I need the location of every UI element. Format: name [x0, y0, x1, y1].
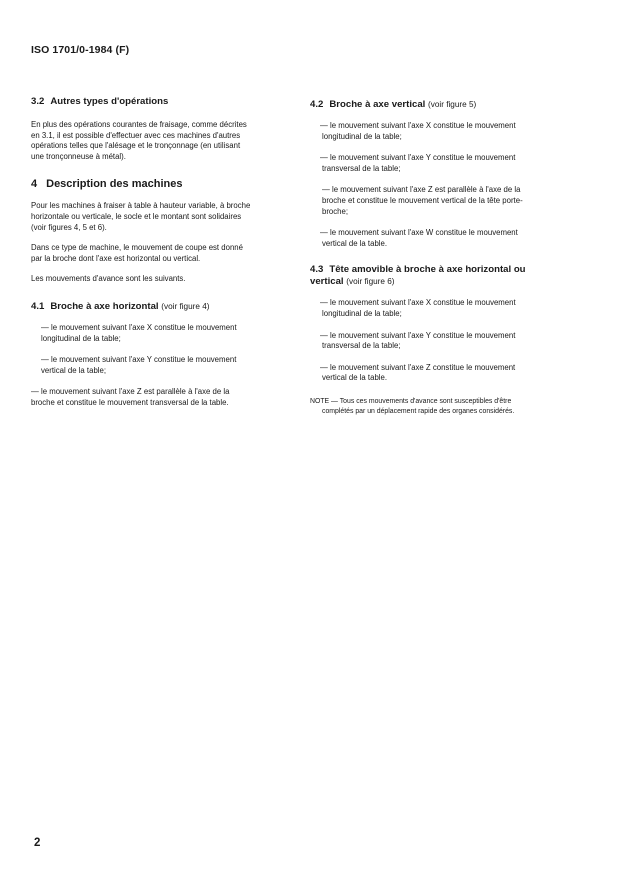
list-item: [310, 185, 566, 217]
figure-reference: (voir figure 5): [428, 100, 477, 109]
figure-reference: (voir figure 4): [161, 301, 210, 311]
section-title: Autres types d'opérations: [50, 96, 169, 107]
section-number: 4.2: [310, 99, 324, 110]
paragraph-line: horizontale ou verticale, le socle et le montant sont solidaires: [31, 211, 242, 221]
list-item: [310, 228, 566, 249]
list-item-line: broche et constitue le mouvement transversal de la table.: [31, 397, 229, 407]
section-4: [31, 177, 287, 285]
section-number: 4: [31, 178, 38, 191]
paragraph-line: (voir figures 4, 5 et 6).: [31, 222, 107, 232]
section-number: 3.2: [31, 96, 45, 107]
paragraph-line: en 3.1, il est possible d'effectuer avec ces machines d'autres: [31, 130, 241, 140]
list-item-line: vertical de la table.: [322, 373, 388, 383]
section-number: 4.1: [31, 300, 45, 312]
list-item-line: — le mouvement suivant l'axe Y constitue le mouvement: [320, 330, 516, 340]
paragraph-line: Pour les machines à fraiser à table à hauteur variable, à broche: [31, 201, 251, 211]
list-item: [310, 331, 566, 352]
list-item-line: longitudinal de la table;: [322, 308, 402, 318]
list-item-line: — le mouvement suivant l'axe Z est parallèle à l'axe de la: [31, 387, 230, 397]
list-item-line: broche;: [322, 206, 349, 216]
section-4-3-heading: [310, 264, 566, 288]
page-number: 2: [34, 837, 41, 849]
list-item: [310, 298, 566, 319]
list-item-line: longitudinal de la table;: [41, 333, 121, 343]
paragraph-line: Les mouvements d'avance sont les suivants.: [31, 274, 186, 284]
section-4-2-heading: [310, 99, 566, 111]
list-item-line: longitudinal de la table;: [322, 131, 402, 141]
section-3-2-heading: [31, 96, 287, 108]
list-item-line: transversal de la table;: [322, 341, 401, 351]
list-item-line: vertical de la table;: [41, 365, 107, 375]
list-item-line: broche et constitue le mouvement vertical de la tête porte-: [322, 195, 523, 205]
paragraph-line: Dans ce type de machine, le mouvement de coupe est donné: [31, 243, 243, 253]
list-item-line: — le mouvement suivant l'axe Y constitue le mouvement: [41, 355, 237, 365]
section-4-3: [310, 264, 566, 384]
list-item-line: — le mouvement suivant l'axe X constitue le mouvement: [320, 121, 516, 130]
section-4-2: [310, 99, 566, 249]
list-item: [31, 387, 287, 408]
list-item: [310, 121, 566, 142]
list-item-line: — le mouvement suivant l'axe X constitue le mouvement: [320, 298, 516, 308]
section-4-1-heading: [31, 301, 287, 313]
right-column: [310, 99, 566, 416]
list-item-line: — le mouvement suivant l'axe W constitue le mouvement: [320, 228, 518, 238]
left-column: [31, 96, 287, 409]
note-line: NOTE — Tous ces mouvements d'avance sont susceptibles d'être: [310, 397, 512, 405]
list-item: [31, 355, 287, 376]
note-line: complétés par un déplacement rapide des organes considérés.: [322, 407, 515, 415]
paragraph-line: opérations telles que l'alésage et le tronçonnage (en utilisant: [31, 141, 241, 151]
figure-reference: (voir figure 6): [346, 277, 395, 287]
section-title-continued: vertical: [310, 276, 344, 288]
section-title: Tête amovible à broche à axe horizontal ou: [329, 264, 526, 276]
list-item: [310, 363, 566, 384]
paragraph-line: une tronçonneuse à métal).: [31, 151, 126, 161]
section-4-heading: [31, 177, 287, 191]
section-3-2: [31, 96, 287, 162]
note: [310, 397, 566, 416]
list-item: [31, 323, 287, 344]
list-item-line: vertical de la table.: [322, 238, 388, 248]
list-item-line: transversal de la table;: [322, 163, 401, 173]
list-item-line: — le mouvement suivant l'axe Y constitue le mouvement: [320, 153, 516, 163]
paragraph-line: par la broche dont l'axe est horizontal ou vertical.: [31, 253, 201, 263]
list-item-line: — le mouvement suivant l'axe X constitue le mouvement: [41, 322, 237, 332]
list-item-line: — le mouvement suivant l'axe Z constitue le mouvement: [320, 362, 516, 372]
section-title: Broche à axe horizontal: [50, 300, 159, 312]
standard-header: ISO 1701/0-1984 (F): [31, 44, 130, 56]
list-item: [310, 153, 566, 174]
paragraph-line: En plus des opérations courantes de fraisage, comme décrites: [31, 120, 247, 129]
section-4-1: [31, 301, 287, 409]
section-title: Broche à axe vertical: [329, 99, 426, 110]
section-number: 4.3: [310, 264, 324, 276]
section-title: Description des machines: [46, 178, 183, 191]
list-item-line: — le mouvement suivant l'axe Z est parallèle à l'axe de la: [322, 185, 521, 195]
